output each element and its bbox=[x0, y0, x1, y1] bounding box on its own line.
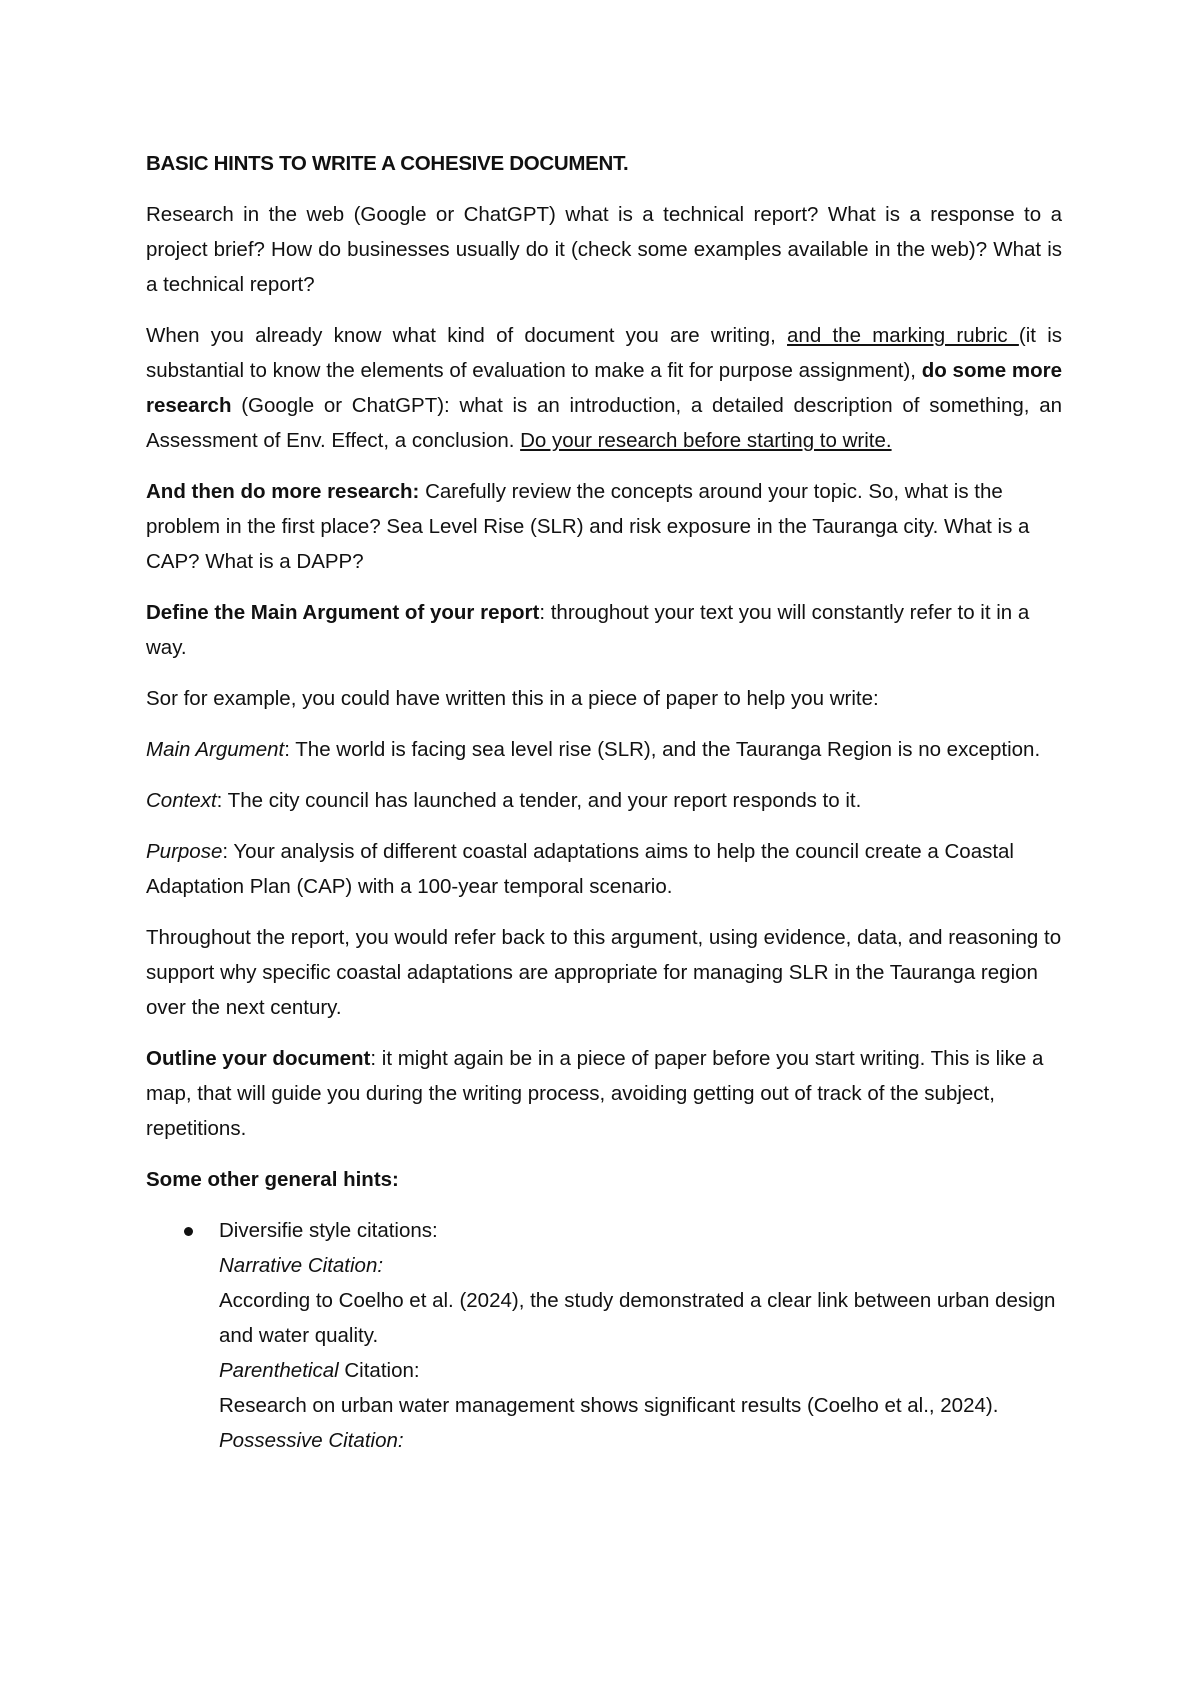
bold-phrase: Define the Main Argument of your report bbox=[146, 601, 540, 624]
paragraph-text: Carefully review the concepts around your topic. So, what is the problem in the first place? Sea Level Rise (SLR) and risk exposure in the Tauranga city. What is a CAP? What is a DAPP? bbox=[146, 480, 1030, 573]
parenthetical-citation-example: Research on urban water management shows significant results (Coelho et al., 2024). bbox=[219, 1394, 999, 1417]
narrative-citation-example: According to Coelho et al. (2024), the study demonstrated a clear link between urban design and water quality. bbox=[219, 1289, 1056, 1347]
list-item bbox=[146, 1213, 1062, 1458]
document-page bbox=[146, 146, 1062, 1458]
italic-label: Main Argument bbox=[146, 738, 285, 761]
paragraph-context bbox=[146, 783, 1062, 818]
label-suffix: Citation: bbox=[338, 1359, 420, 1382]
paragraph-rubric bbox=[146, 318, 1062, 458]
paragraph-text: (it is substantial to know the elements of evaluation to make a fit for purpose assignment), bbox=[146, 324, 1063, 382]
bold-phrase: Outline your document bbox=[146, 1047, 371, 1070]
bold-phrase: And then do more research: bbox=[146, 480, 420, 503]
paragraph-text: (Google or ChatGPT): what is an introduction, a detailed description of something, an Assessment of Env. Effect, a conclusion. bbox=[146, 394, 1062, 452]
paragraph-research bbox=[146, 197, 1062, 302]
paragraph-main-argument bbox=[146, 595, 1062, 665]
hints-list bbox=[146, 1213, 1062, 1458]
bullet-icon bbox=[184, 1227, 193, 1236]
italic-label: Context bbox=[146, 789, 217, 812]
paragraph-text: : The world is facing sea level rise (SLR), and the Tauranga Region is no exception. bbox=[284, 738, 1041, 761]
paragraph-text: Research in the web (Google or ChatGPT) what is a technical report? What is a response to a project brief? How do businesses usually do it (check some examples available in the web)? What is a technical report? bbox=[146, 203, 1062, 296]
paragraph-more-research bbox=[146, 474, 1062, 579]
paragraph-main-argument-example bbox=[146, 732, 1062, 767]
paragraph-purpose bbox=[146, 834, 1062, 904]
italic-label: Purpose bbox=[146, 840, 223, 863]
possessive-citation-label: Possessive Citation: bbox=[219, 1429, 404, 1452]
bold-phrase: do some more research bbox=[146, 359, 1062, 417]
paragraph-throughout bbox=[146, 920, 1062, 1025]
paragraph-text: : it might again be in a piece of paper before you start writing. This is like a map, that will guide you during the writing process, avoiding getting out of track of the subject, repetitions. bbox=[146, 1047, 1044, 1140]
paragraph-text: : throughout your text you will constantly refer to it in a way. bbox=[146, 601, 1030, 659]
parenthetical-citation-label bbox=[219, 1353, 1062, 1388]
paragraph-general-hints bbox=[146, 1162, 1062, 1197]
research-underline: Do your research before starting to write. bbox=[520, 429, 892, 452]
rubric-underline: and the marking rubric bbox=[787, 324, 1019, 347]
section-heading: Some other general hints: bbox=[146, 1168, 399, 1191]
narrative-citation-label: Narrative Citation: bbox=[219, 1254, 384, 1277]
paragraph-text: : Your analysis of different coastal adaptations aims to help the council create a Coastal Adaptation Plan (CAP) with a 100-year temporal scenario. bbox=[146, 840, 1014, 898]
italic-label: Parenthetical bbox=[219, 1359, 339, 1382]
paragraph-outline bbox=[146, 1041, 1062, 1146]
document-title: BASIC HINTS TO WRITE A COHESIVE DOCUMENT. bbox=[146, 152, 629, 175]
paragraph-text: When you already know what kind of document you are writing, bbox=[146, 324, 788, 347]
paragraph-text: : The city council has launched a tender, and your report responds to it. bbox=[216, 789, 862, 812]
paragraph-text: Sor for example, you could have written this in a piece of paper to help you write: bbox=[146, 687, 879, 710]
paragraph-example-intro bbox=[146, 681, 1062, 716]
citation-intro: Diversifie style citations: bbox=[219, 1219, 438, 1242]
paragraph-text: Throughout the report, you would refer back to this argument, using evidence, data, and reasoning to support why specific coastal adaptations are appropriate for managing SLR in the Tauranga region over the next century. bbox=[146, 926, 1062, 1019]
